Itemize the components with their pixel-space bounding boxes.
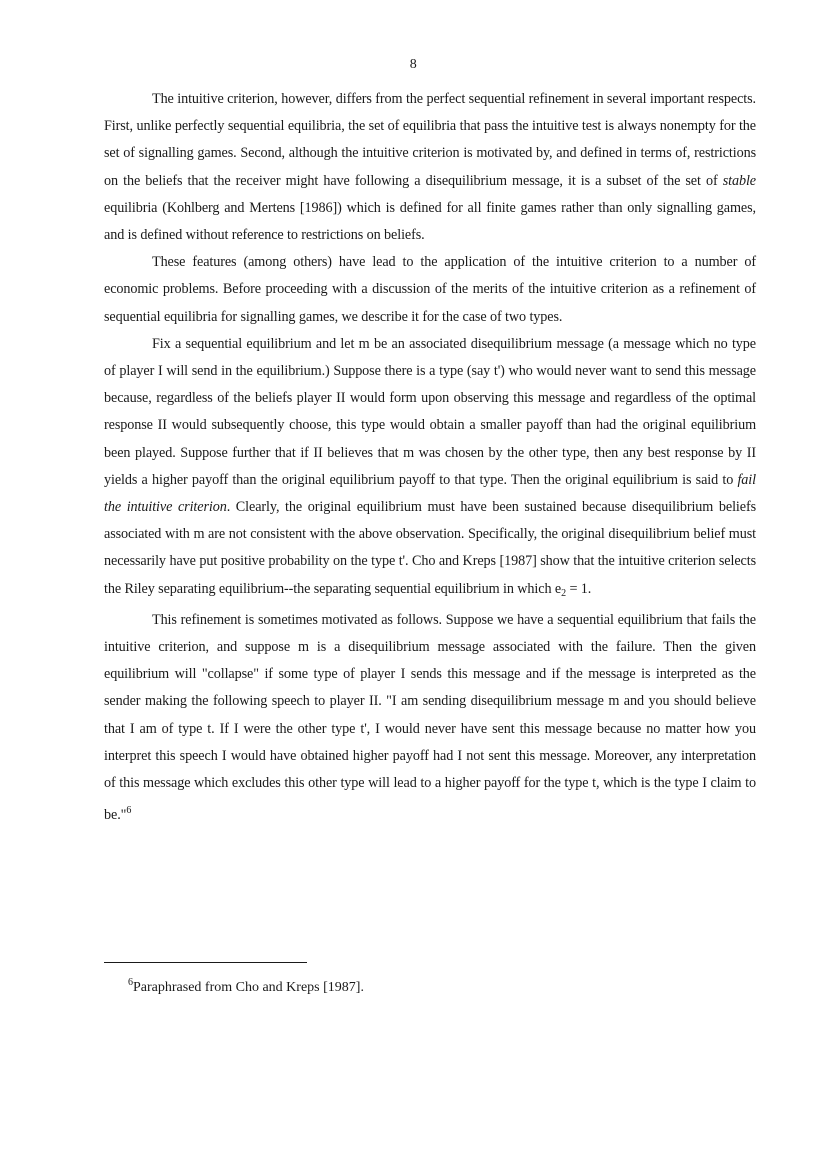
paragraph-4-text-a: This refinement is sometimes motivated as follows. Suppose we have a sequential equilibrium that fails the intuitive criterion, and suppose m is a disequilibrium message associated with the failure. Then the given equilibrium will "collapse" if some type of player I sends this message and if the message is interpreted as the sender making the following speech to player II. "I am sending disequilibrium message m and you should believe that I am of type t. If I were the other type t', I would never have sent this message because no matter how you interpret this speech I would have obtained higher payoff had I not sent this message. Moreover, any interpretation of this message which excludes this other type will lead to a higher payoff for the type t, which is the type I claim to be." [104,611,756,824]
paragraph-3 [104,331,756,607]
footnote-text: Paraphrased from Cho and Kreps [1987]. [133,980,364,995]
footnote-reference-mark: 6 [126,805,132,817]
paragraph-3-italic-term: fail the intuitive criterion [104,471,756,516]
body-text [104,86,756,829]
paragraph-3-text-c: = 1. [566,580,592,597]
paragraph-3-subscript: 2 [561,587,567,599]
footnote [128,973,728,998]
paragraph-1-italic-stable: stable [722,172,756,189]
paragraph-4 [104,607,756,830]
paragraph-3-text-b: . Clearly, the original equilibrium must have been sustained because disequilibrium beliefs associated with m are not consistent with the above observation. Specifically, the original disequilibrium belief must necessarily have put positive probability on the type t'. Cho and Kreps [1987] show that the intuitive criterion selects the Riley separating equilibrium--the separating sequential equilibrium in which e [104,499,756,597]
footnote-mark: 6 [128,977,133,988]
paragraph-1 [104,86,756,249]
paragraph-1-text-a: The intuitive criterion, however, differs from the perfect sequential refinement in several important respects. First, unlike perfectly sequential equilibria, the set of equilibria that pass the intuitive test is always nonempty for the set of signalling games. Second, although the intuitive criterion is motivated by, and defined in terms of, restrictions on the beliefs that the receiver might have following a disequilibrium message, it is a subset of the set of [104,91,756,189]
footnote-divider [104,962,307,963]
paragraph-1-text-b: equilibria (Kohlberg and Mertens [1986]) which is defined for all finite games rather than only signalling games, and is defined without reference to restrictions on beliefs. [104,199,756,244]
paragraph-3-text-a: Fix a sequential equilibrium and let m be an associated disequilibrium message (a message which no type of player I will send in the equilibrium.) Suppose there is a type (say t') who would never want to send this message because, regardless of the beliefs player II would form upon observing this message and regardless of the optimal response II would subsequently choose, this type would obtain a smaller payoff than had the original equilibrium been played. Suppose further that if II believes that m was chosen by the other type, then any best response by II yields a higher payoff than the original equilibrium payoff to that type. Then the original equilibrium is said to [104,335,756,488]
paragraph-2: These features (among others) have lead to the application of the intuitive criterion to a number of economic problems. Before proceeding with a discussion of the merits of the intuitive criterion as a refinement of sequential equilibria for signalling games, we describe it for the case of two types. [104,254,756,325]
page-number: 8 [409,57,418,72]
